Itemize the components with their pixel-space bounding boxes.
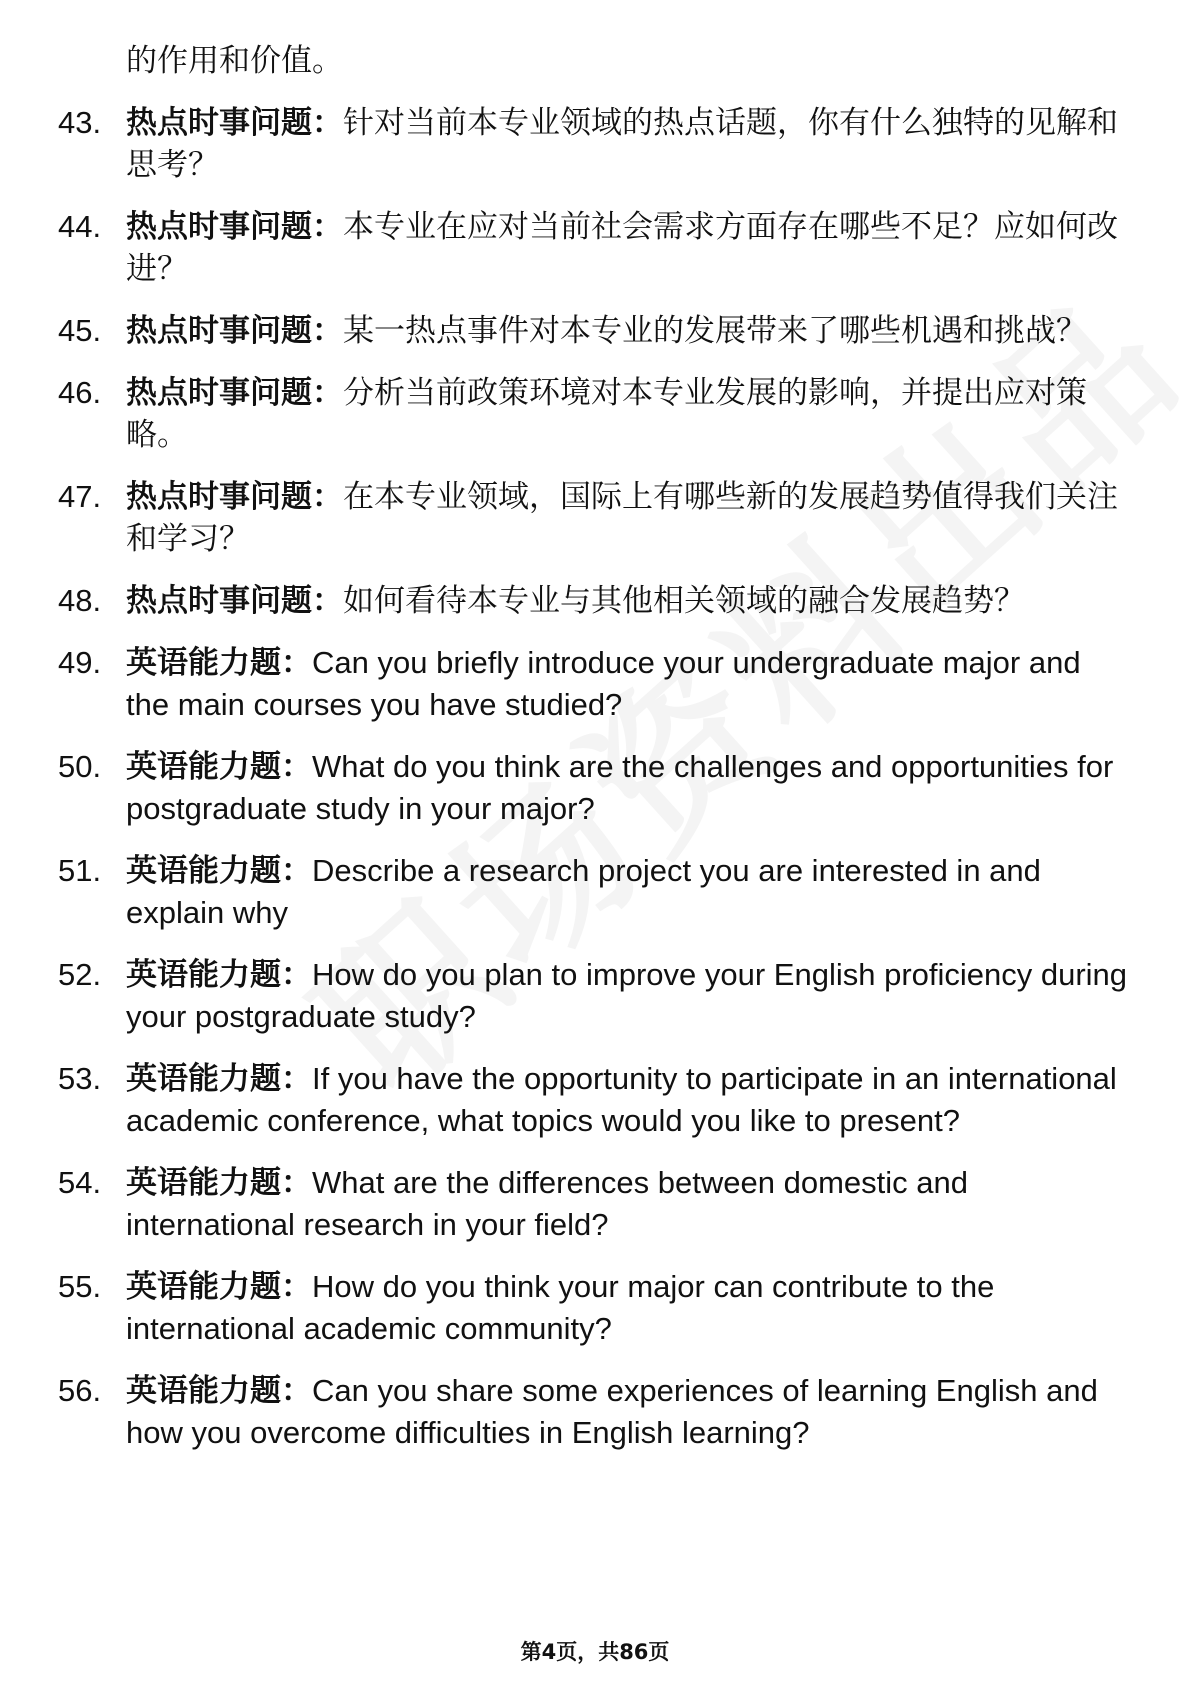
- question-category: 热点时事问题：: [126, 209, 343, 245]
- question-text: What do you think are the challenges and opportunities for postgraduate study in your major?: [126, 749, 1114, 826]
- question-number: 50.: [58, 749, 102, 784]
- question-number: 49.: [58, 645, 102, 680]
- question-item: [58, 476, 1128, 560]
- question-category: 英语能力题：: [126, 1165, 312, 1201]
- question-number: 53.: [58, 1061, 102, 1096]
- question-text: Can you share some experiences of learning English and how you overcome difficulties in English learning?: [126, 1373, 1098, 1450]
- page-footer: 第4页，共86页: [520, 1640, 670, 1664]
- question-item: [58, 1266, 1128, 1350]
- question-category: 热点时事问题：: [126, 479, 343, 515]
- question-category: 英语能力题：: [126, 749, 312, 785]
- question-text: 在本专业领域，国际上有哪些新的发展趋势值得我们关注和学习？: [126, 479, 1118, 557]
- question-category: 英语能力题：: [126, 853, 312, 889]
- question-item: [58, 642, 1128, 726]
- question-text: What are the differences between domestic and international research in your field?: [126, 1165, 968, 1242]
- question-number: 54.: [58, 1165, 102, 1200]
- question-number: 52.: [58, 957, 102, 992]
- question-item: [58, 1162, 1128, 1246]
- question-number: 48.: [58, 583, 102, 618]
- question-list: [58, 40, 1128, 1474]
- question-category: 英语能力题：: [126, 645, 312, 681]
- question-text: 某一热点事件对本专业的发展带来了哪些机遇和挑战？: [343, 313, 1087, 349]
- question-text: How do you plan to improve your English proficiency during your postgraduate study?: [126, 957, 1128, 1034]
- question-text: Can you briefly introduce your undergraduate major and the main courses you have studied?: [126, 645, 1081, 722]
- question-text: 本专业在应对当前社会需求方面存在哪些不足？应如何改进？: [126, 209, 1118, 287]
- question-number: 55.: [58, 1269, 102, 1304]
- question-text: Describe a research project you are interested in and explain why: [126, 853, 1041, 930]
- question-category: 热点时事问题：: [126, 583, 343, 619]
- question-item: [58, 580, 1128, 622]
- question-number: 44.: [58, 209, 102, 244]
- question-item: [58, 850, 1128, 934]
- question-text: 分析当前政策环境对本专业发展的影响，并提出应对策略。: [126, 375, 1087, 453]
- question-text: 如何看待本专业与其他相关领域的融合发展趋势？: [343, 583, 1025, 619]
- question-number: 46.: [58, 375, 102, 410]
- question-category: 英语能力题：: [126, 1373, 312, 1409]
- question-item: [58, 102, 1128, 186]
- question-item: [58, 954, 1128, 1038]
- question-text: 针对当前本专业领域的热点话题，你有什么独特的见解和思考？: [126, 105, 1118, 183]
- question-item: [58, 1058, 1128, 1142]
- question-number: 45.: [58, 313, 102, 348]
- question-number: 43.: [58, 105, 102, 140]
- question-category: 英语能力题：: [126, 1061, 312, 1097]
- question-number: 47.: [58, 479, 102, 514]
- question-category: 热点时事问题：: [126, 313, 343, 349]
- question-text: If you have the opportunity to participate in an international academic conference, what topics would you like to present?: [126, 1061, 1117, 1138]
- question-item: [58, 310, 1128, 352]
- question-item: [58, 372, 1128, 456]
- question-number: 51.: [58, 853, 102, 888]
- question-item: [58, 206, 1128, 290]
- question-category: 英语能力题：: [126, 957, 312, 993]
- question-text: How do you think your major can contribute to the international academic community?: [126, 1269, 995, 1346]
- question-item: [58, 1370, 1128, 1454]
- question-number: 56.: [58, 1373, 102, 1408]
- question-category: 热点时事问题：: [126, 375, 343, 411]
- question-item: [58, 746, 1128, 830]
- question-category: 英语能力题：: [126, 1269, 312, 1305]
- continuation-text: 的作用和价值。: [126, 43, 343, 79]
- question-category: 热点时事问题：: [126, 105, 343, 141]
